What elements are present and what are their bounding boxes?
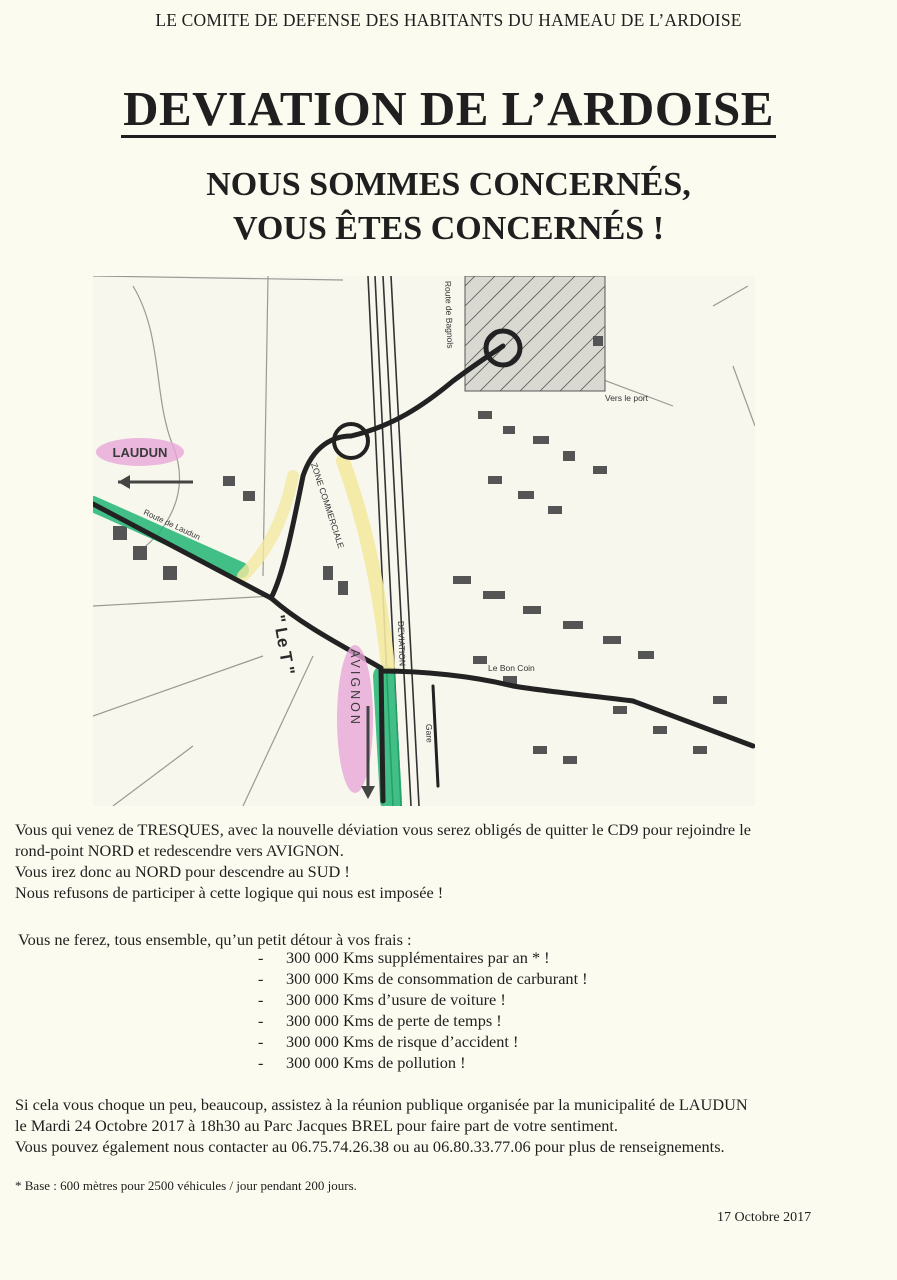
map-label-le-bon-coin: Le Bon Coin [488, 663, 535, 673]
subtitle-line-2: VOUS ÊTES CONCERNÉS ! [232, 210, 665, 247]
list-item [258, 1031, 518, 1052]
list-item [258, 1010, 502, 1031]
page-title-text: DEVIATION DE L’ARDOISE [123, 81, 774, 136]
deviation-map [93, 276, 755, 806]
meeting-line-1: Si cela vous choque un peu, beaucoup, assistez à la réunion publique organisée par la municipalité de LAUDUN [15, 1095, 748, 1114]
list-item [258, 989, 506, 1010]
map-label-laudun: LAUDUN [112, 445, 168, 460]
map-label-deviation: DEVIATION [396, 620, 408, 667]
intro-line-1: Vous qui venez de TRESQUES, avec la nouvelle déviation vous serez obligés de quitter le CD9 pour rejoindre le [15, 820, 751, 839]
list-item [258, 968, 588, 989]
list-item [258, 947, 550, 968]
meeting-line-2: le Mardi 24 Octobre 2017 à 18h30 au Parc Jacques BREL pour faire part de votre sentiment. [15, 1116, 618, 1135]
map-label-route-laudun: Route de Laudun [142, 507, 202, 542]
list-item-text: 300 000 Kms de perte de temps ! [286, 1011, 502, 1030]
meeting-paragraph [15, 1094, 885, 1157]
subtitle [0, 163, 897, 251]
page-title [0, 81, 897, 138]
map-label-zone-commerciale: ZONE COMMERCIALE [309, 461, 347, 550]
map-label-le-t: " Le T " [269, 613, 299, 677]
detour-intro: Vous ne ferez, tous ensemble, qu’un petit détour à vos frais : [18, 930, 412, 949]
footnote: * Base : 600 mètres pour 2500 véhicules / jour pendant 200 jours. [15, 1178, 357, 1193]
list-item-text: 300 000 Kms de pollution ! [286, 1053, 466, 1072]
map-label-gare: Gare [424, 723, 435, 743]
list-dash: - [258, 1032, 264, 1051]
list-dash: - [258, 990, 264, 1009]
map-label-route-bagnols: Route de Bagnols [443, 280, 456, 349]
list-dash: - [258, 948, 264, 967]
document-date: 17 Octobre 2017 [717, 1210, 812, 1225]
organization-header: LE COMITE DE DEFENSE DES HABITANTS DU HAMEAU DE L’ARDOISE [155, 10, 742, 30]
map-label-vers-port: Vers le port [605, 393, 648, 403]
list-dash: - [258, 1011, 264, 1030]
list-item-text: 300 000 Kms de risque d’accident ! [286, 1032, 519, 1051]
map-label-avignon: AVIGNON [348, 649, 362, 727]
list-item [258, 1052, 466, 1073]
intro-paragraph [15, 819, 885, 903]
list-item-text: 300 000 Kms d’usure de voiture ! [286, 990, 506, 1009]
intro-line-3: Vous irez donc au NORD pour descendre au SUD ! [15, 862, 350, 881]
list-item-text: 300 000 Kms de consommation de carburant ! [286, 969, 588, 988]
list-dash: - [258, 1053, 264, 1072]
subtitle-line-1: NOUS SOMMES CONCERNÉS, [206, 166, 691, 203]
map-industrial-zone [465, 276, 605, 391]
meeting-line-3: Vous pouvez également nous contacter au 06.75.74.26.38 ou au 06.80.33.77.06 pour plus de renseignements. [15, 1137, 725, 1156]
intro-line-4: Nous refusons de participer à cette logique qui nous est imposée ! [15, 883, 444, 902]
list-dash: - [258, 969, 264, 988]
list-item-text: 300 000 Kms supplémentaires par an * ! [286, 948, 550, 967]
intro-line-2: rond-point NORD et redescendre vers AVIGNON. [15, 841, 344, 860]
